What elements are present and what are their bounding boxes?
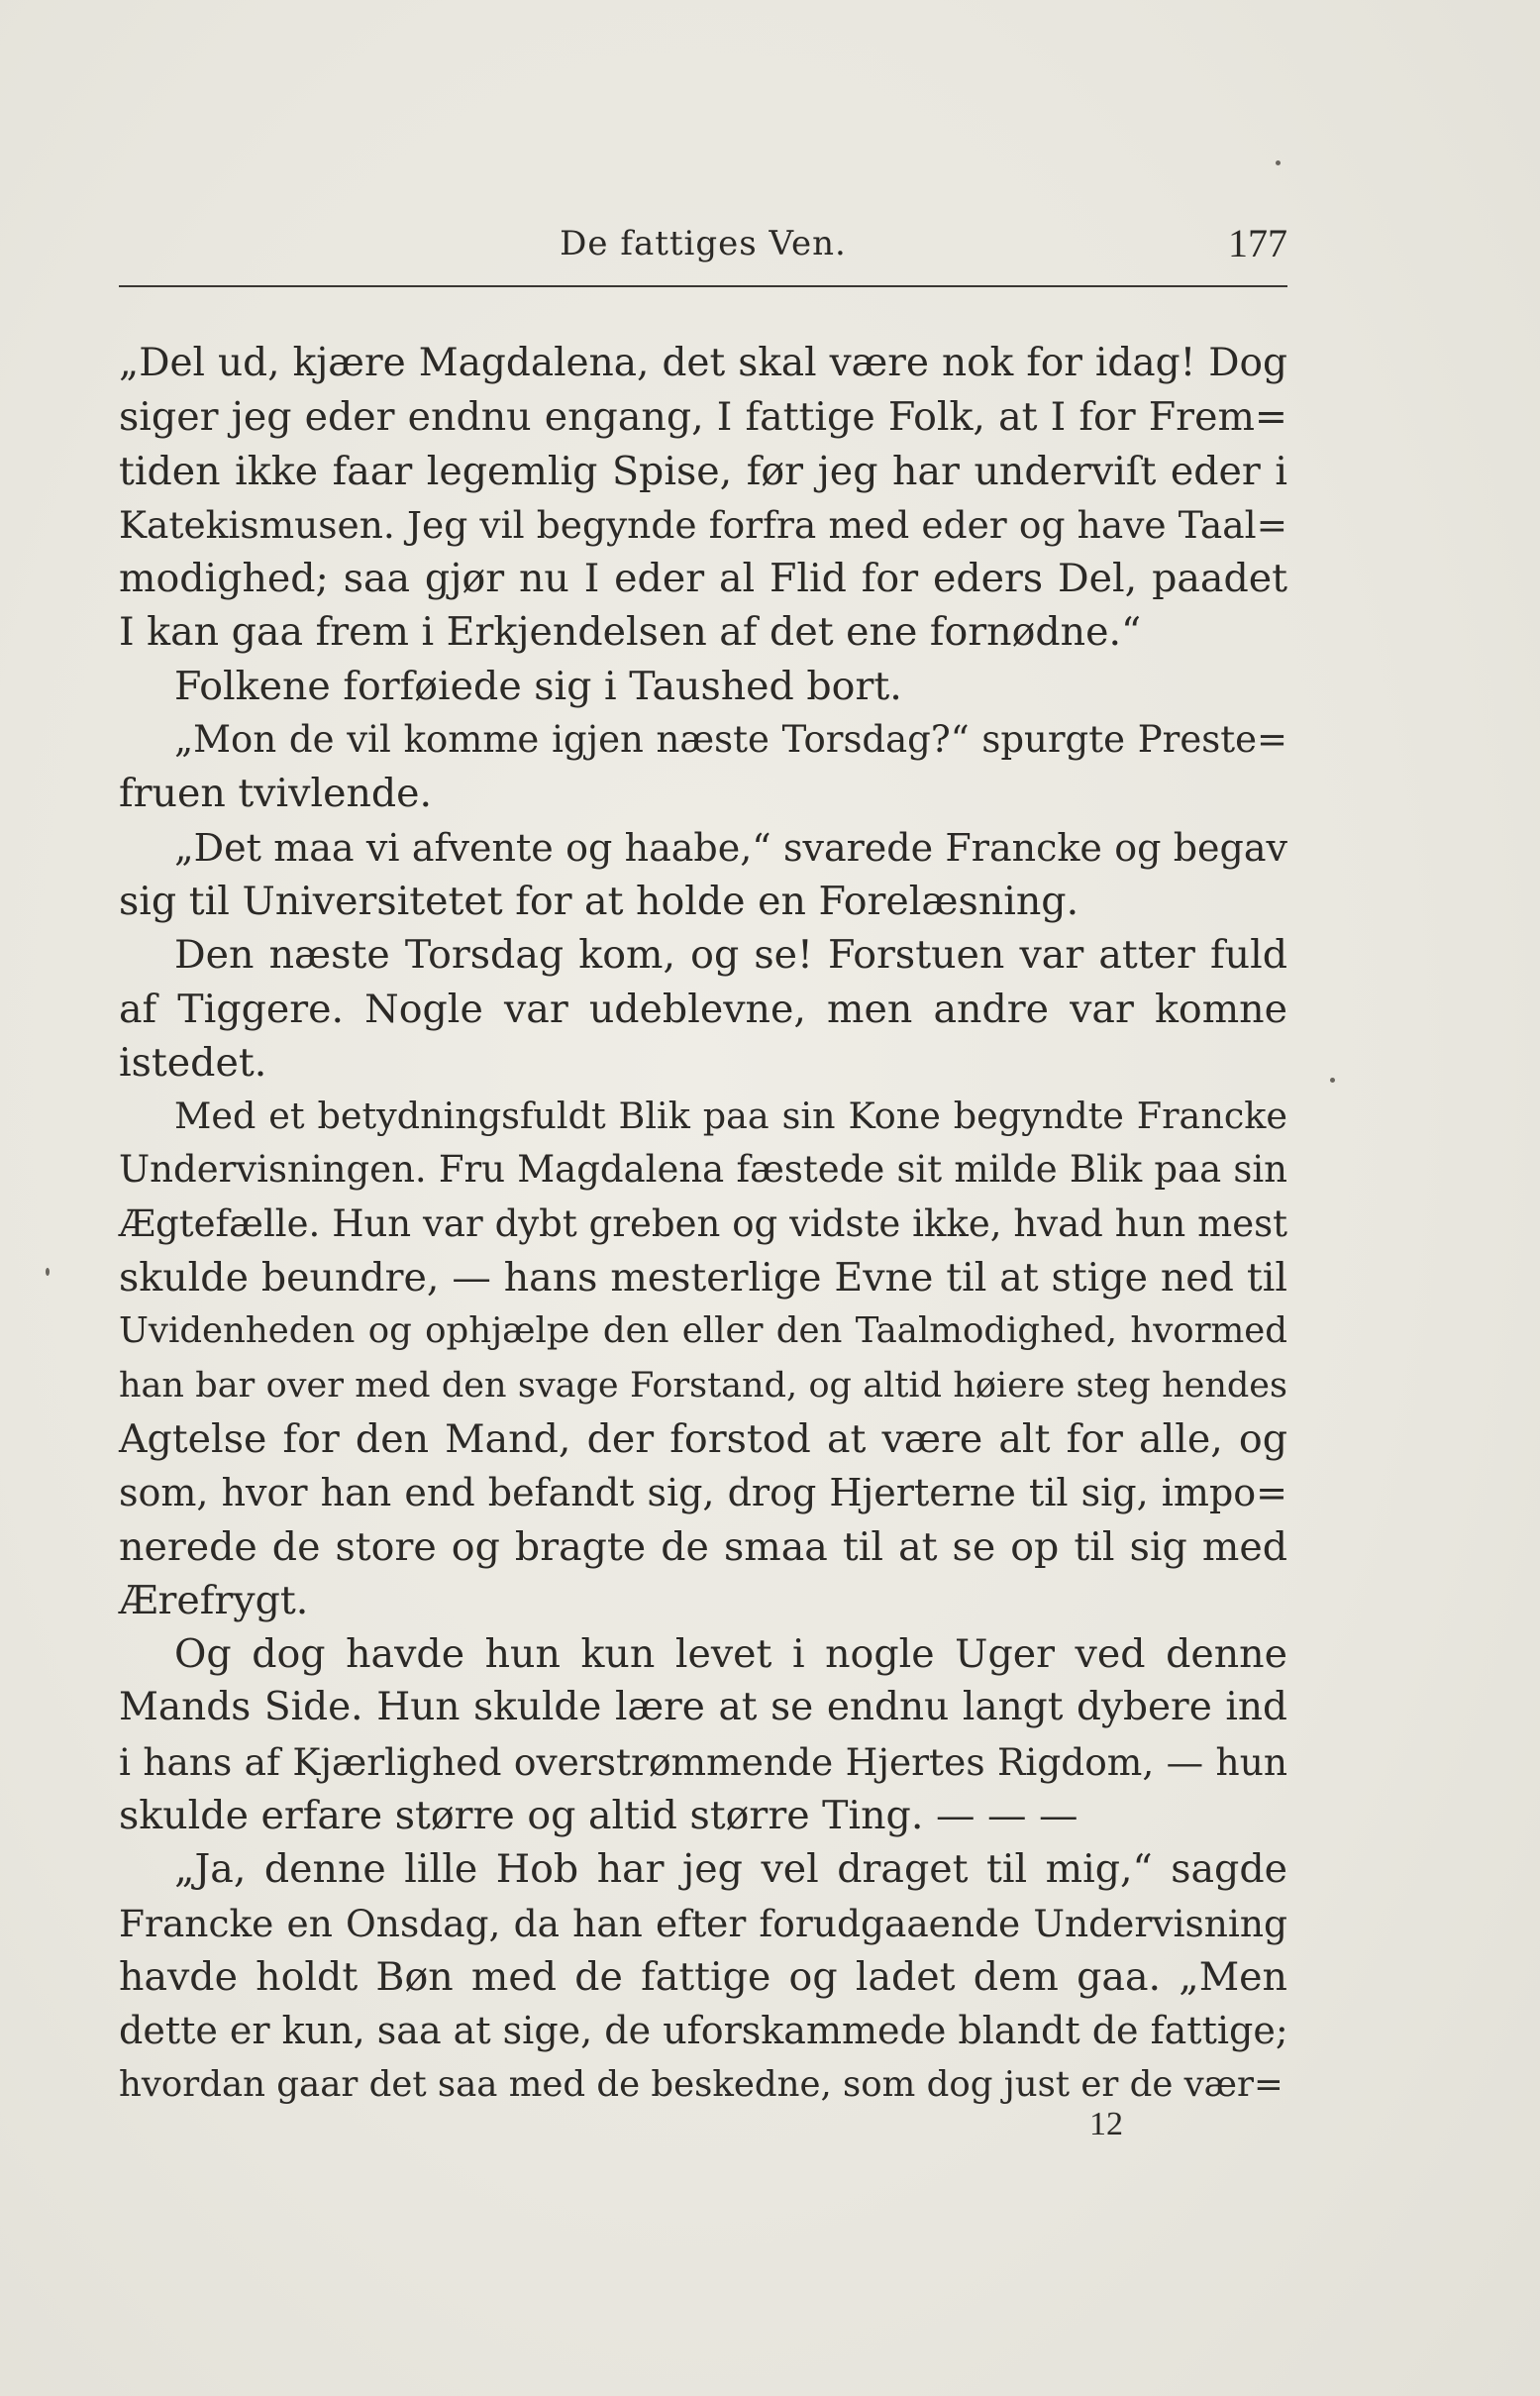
paragraph	[119, 713, 1287, 821]
running-title: De fattiges Ven.	[560, 224, 847, 263]
text-line: Mands Side. Hun skulde lære at se endnu langt dybere ind	[119, 1685, 1287, 1730]
text-line: nerede de store og bragte de smaa til at se op til sig med	[119, 1523, 1287, 1570]
body-text	[119, 337, 1287, 2112]
paragraph	[119, 1627, 1287, 1842]
paragraph	[119, 660, 1287, 713]
text-line: af Tiggere. Nogle var udeblevne, men andre var komne	[119, 986, 1287, 1032]
text-line: han bar over med den svage Forstand, og altid høiere steg hendes	[119, 1365, 1287, 1406]
text-line: Francke en Onsdag, da han efter forudgaaende Undervisning	[119, 1901, 1287, 1945]
header-rule	[119, 285, 1287, 287]
text-line: fruen tvivlende.	[119, 771, 433, 817]
ink-speck	[1330, 1078, 1335, 1083]
running-header	[119, 216, 1287, 275]
text-line: Uvidenheden og ophjælpe den eller den Taalmodighed, hvormed	[119, 1310, 1287, 1352]
text-line: i hans af Kjærlighed overstrømmende Hjertes Rigdom, — hun	[119, 1739, 1287, 1784]
page-number: 177	[1228, 221, 1287, 265]
text-line: tiden ikke faar legemlig Spise, før jeg har underviſt eder i	[119, 448, 1287, 494]
paragraph	[119, 1090, 1287, 1627]
paragraph	[119, 928, 1287, 1090]
text-line: Med et betydningsfuldt Blik paa sin Kone begyndte Francke	[174, 1094, 1287, 1138]
text-line: sig til Universitetet for at holde en Forelæsning.	[119, 878, 1079, 924]
text-line: „Del ud, kjære Magdalena, det skal være nok for idag! Dog	[119, 341, 1287, 385]
text-line: Ægtefælle. Hun var dybt greben og vidste ikke, hvad hun mest	[119, 1201, 1287, 1245]
text-line: „Mon de vil komme igjen næste Torsdag?“ spurgte Preste=	[174, 718, 1287, 762]
text-line: Katekismusen. Jeg vil begynde forfra med eder og have Taal=	[119, 502, 1287, 547]
signature-mark: 12	[1089, 2106, 1123, 2142]
text-line: modighed; saa gjør nu I eder al Flid for eders Del, paadet	[119, 556, 1287, 602]
text-line: Den næste Torsdag kom, og se! Forstuen var atter fuld	[174, 932, 1287, 979]
text-line: skulde erfare større og altid større Ting. — — —	[119, 1793, 1078, 1839]
paragraph	[119, 1842, 1287, 2111]
ink-speck	[1276, 160, 1281, 165]
ink-speck	[46, 1268, 50, 1276]
text-line: skulde beundre, — hans mesterlige Evne til at stige ned til	[119, 1255, 1287, 1302]
paragraph	[119, 337, 1287, 660]
text-line: Undervisningen. Fru Magdalena fæstede sit milde Blik paa sin	[119, 1148, 1287, 1192]
text-line: Og dog havde hun kun levet i nogle Uger ved denne	[174, 1631, 1287, 1678]
text-line: istedet.	[119, 1039, 267, 1086]
text-line: som, hvor han end befandt sig, drog Hjerterne til sig, impo=	[119, 1471, 1287, 1515]
text-line: siger jeg eder endnu engang, I fattige Folk, at I for Frem=	[119, 394, 1287, 441]
text-line: Folkene forføiede sig i Taushed bort.	[174, 663, 902, 709]
text-line: havde holdt Bøn med de fattige og ladet dem gaa. „Men	[119, 1953, 1287, 2000]
text-line: „Det maa vi afvente og haabe,“ svarede Francke og begav	[174, 825, 1287, 870]
text-line: I kan gaa frem i Erkjendelsen af det ene fornødne.“	[119, 609, 1142, 656]
text-line: Ærefrygt.	[119, 1577, 309, 1623]
text-line: dette er kun, saa at sige, de uforskammede blandt de fattige;	[119, 2009, 1288, 2053]
paragraph	[119, 821, 1287, 929]
text-line: „Ja, denne lille Hob har jeg vel draget til mig,“ sagde	[174, 1846, 1287, 1893]
text-line: hvordan gaar det saa med de beskedne, som dog just er de vær=	[119, 2063, 1283, 2105]
text-line: Agtelse for den Mand, der forstod at være alt for alle, og	[119, 1415, 1287, 1462]
